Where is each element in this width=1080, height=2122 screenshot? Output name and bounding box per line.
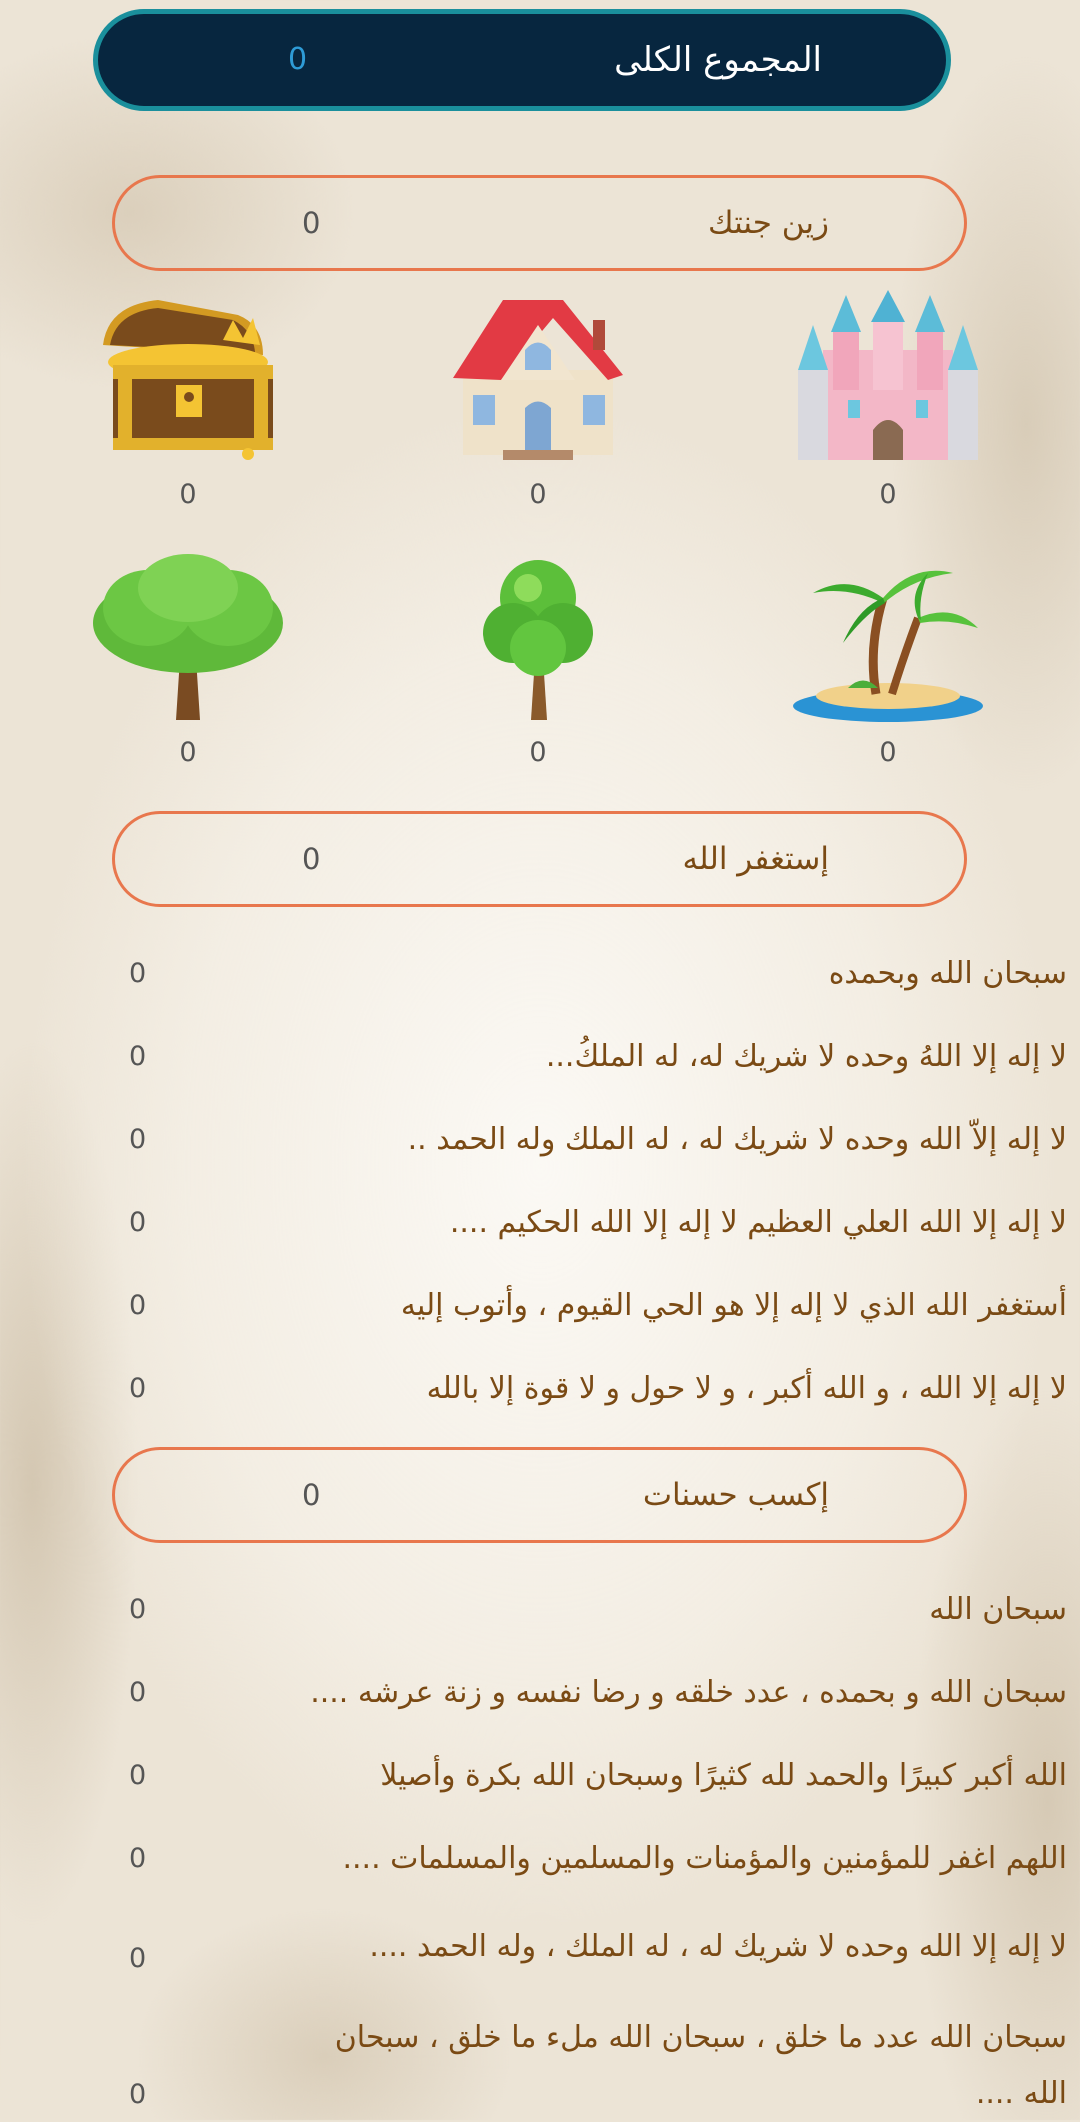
large-tree-icon <box>88 548 288 723</box>
house-icon <box>443 290 633 465</box>
reward-large-tree[interactable] <box>88 548 288 768</box>
treasure-chest-icon <box>88 290 288 465</box>
dhikr-text: لا إله إلا اللهُ وحده لا شريك له، له الملكُ... <box>545 1039 1067 1074</box>
total-score-bar <box>93 9 951 111</box>
dhikr-text: الله أكبر كبيرًا والحمد لله كثيرًا وسبحان الله بكرة وأصيلا <box>380 1758 1067 1793</box>
dhikr-text: سبحان الله وبحمده <box>828 956 1067 991</box>
dhikr-count: 0 <box>129 1760 147 1791</box>
dhikr-text: لا إله إلا الله العلي العظيم لا إله إلا الله الحكيم .... <box>449 1205 1067 1240</box>
dhikr-text: اللهم اغفر للمؤمنين والمؤمنات والمسلمين والمسلمات .... <box>342 1841 1067 1876</box>
dhikr-text: لا إله إلاّ الله وحده لا شريك له ، له الملك وله الحمد .. <box>407 1122 1067 1157</box>
dhikr-text: سبحان الله و بحمده ، عدد خلقه و رضا نفسه و زنة عرشه .... <box>310 1675 1067 1710</box>
dhikr-text: لا إله إلا الله ، و الله أكبر ، و لا حول و لا قوة إلا بالله <box>426 1371 1067 1406</box>
reward-count: 0 <box>879 737 897 768</box>
section-title: زين جنتك <box>707 205 829 241</box>
dhikr-count: 0 <box>129 1943 147 1974</box>
section-title: إكسب حسنات <box>642 1477 829 1513</box>
reward-count: 0 <box>529 479 547 510</box>
dhikr-count: 0 <box>129 1124 147 1155</box>
dhikr-text: أستغفر الله الذي لا إله إلا هو الحي القيوم ، وأتوب إليه <box>400 1288 1067 1323</box>
dhikr-text: لا إله إلا الله وحده لا شريك له ، له الملك ، وله الحمد .... <box>369 1929 1067 1964</box>
dhikr-count: 0 <box>129 1677 147 1708</box>
reward-treasure[interactable] <box>88 290 288 510</box>
small-tree-icon <box>443 548 633 723</box>
reward-count: 0 <box>179 479 197 510</box>
palm-island-icon <box>788 548 988 723</box>
section-header-hasanat[interactable] <box>112 1447 967 1543</box>
castle-icon <box>793 290 983 465</box>
section-header-jannah[interactable] <box>112 175 967 271</box>
dhikr-count: 0 <box>129 1594 147 1625</box>
reward-house[interactable] <box>438 290 638 510</box>
section-count: 0 <box>302 1478 321 1512</box>
total-value: 0 <box>288 42 308 77</box>
dhikr-count: 0 <box>129 958 147 989</box>
dhikr-text: سبحان الله عدد ما خلق ، سبحان الله ملء ما خلق ، سبحان الله .... <box>334 2020 1067 2111</box>
section-header-istighfar[interactable] <box>112 811 967 907</box>
dhikr-count: 0 <box>129 1041 147 1072</box>
section-count: 0 <box>302 206 321 240</box>
reward-castle[interactable] <box>788 290 988 510</box>
reward-count: 0 <box>529 737 547 768</box>
reward-count: 0 <box>179 737 197 768</box>
dhikr-count: 0 <box>129 1843 147 1874</box>
dhikr-count: 0 <box>129 1290 147 1321</box>
reward-palm-island[interactable] <box>788 548 988 768</box>
section-count: 0 <box>302 842 321 876</box>
dhikr-count: 0 <box>129 1373 147 1404</box>
reward-count: 0 <box>879 479 897 510</box>
reward-small-tree[interactable] <box>438 548 638 768</box>
dhikr-count: 0 <box>129 2079 147 2110</box>
section-title: إستغفر الله <box>682 841 829 877</box>
dhikr-count: 0 <box>129 1207 147 1238</box>
dhikr-text: سبحان الله <box>929 1592 1067 1627</box>
total-label: المجموع الكلى <box>614 40 822 80</box>
